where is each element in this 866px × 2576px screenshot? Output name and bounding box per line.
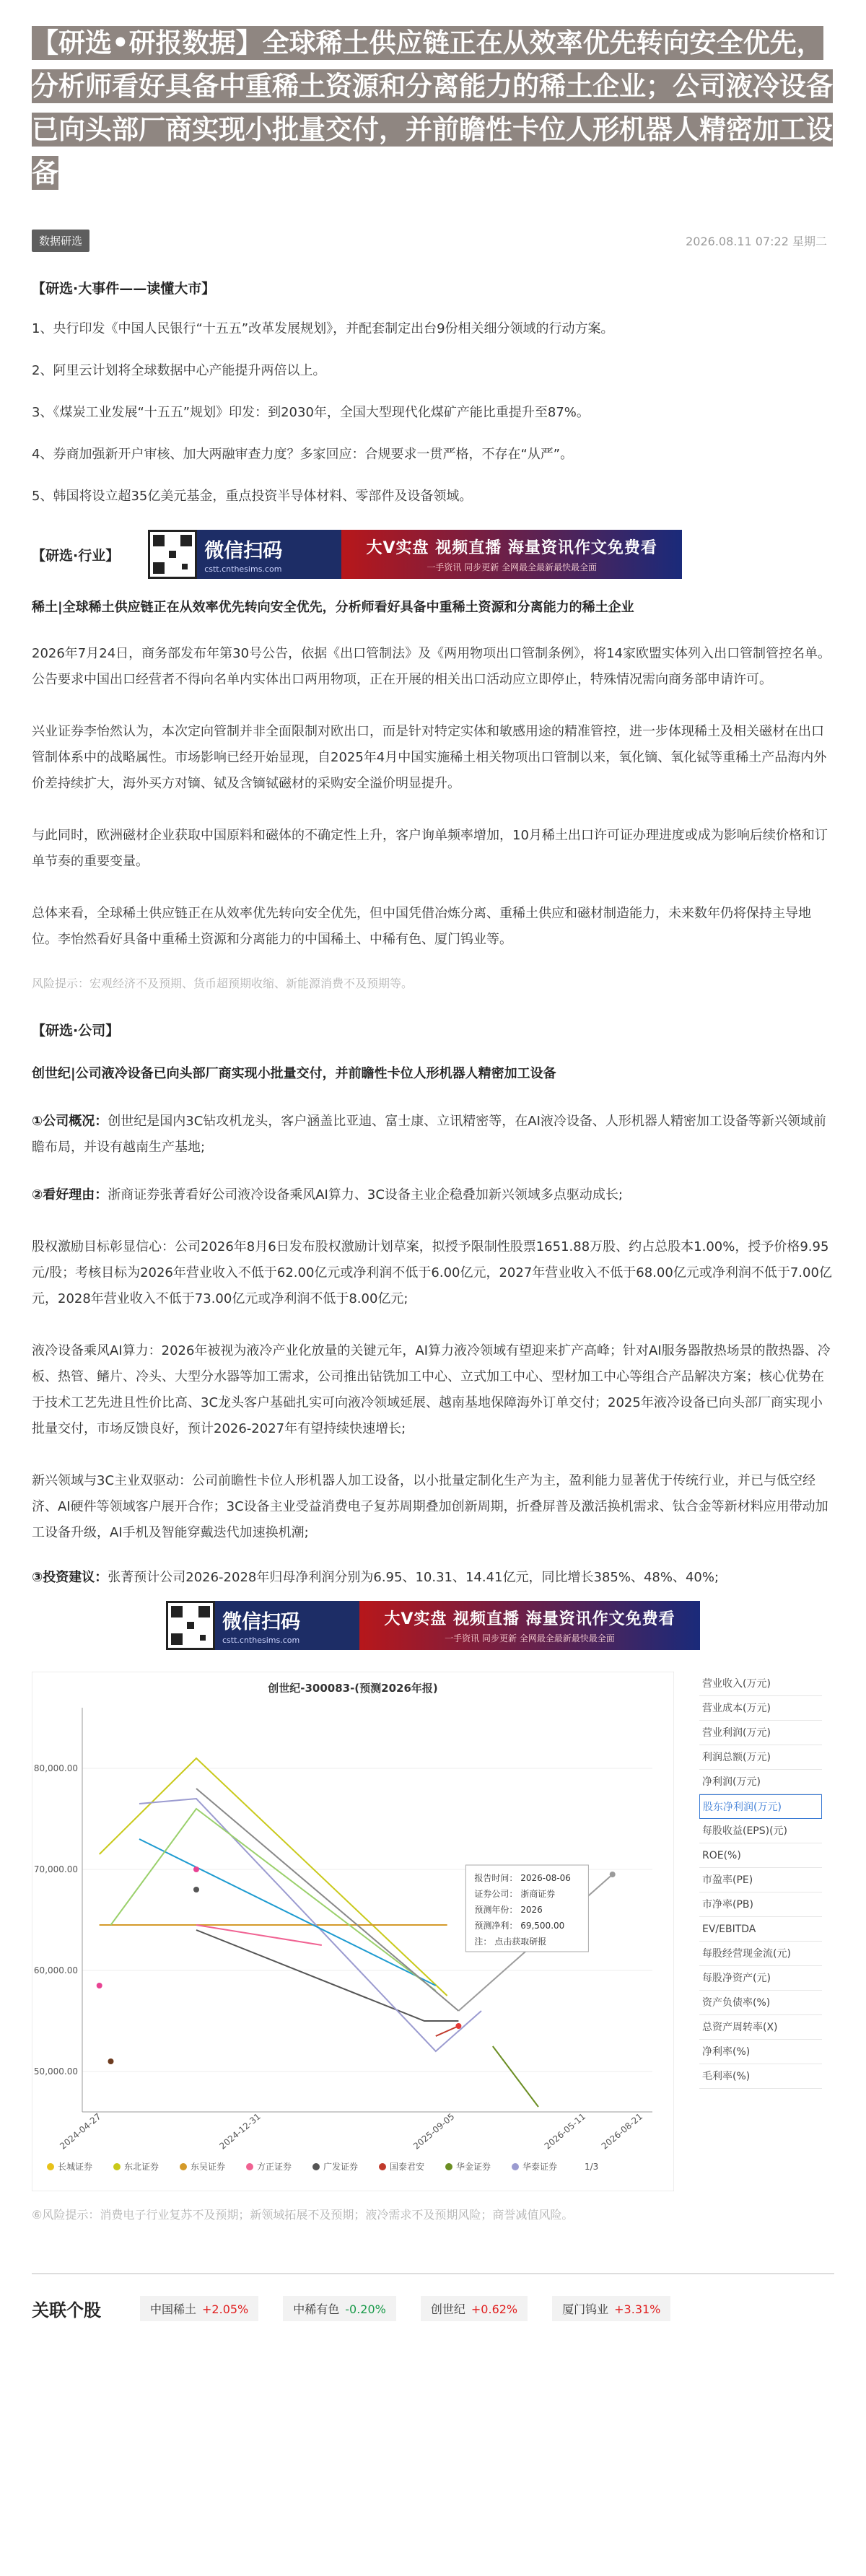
y-tick-label: 50,000.00 [33,2066,78,2077]
section-title-industry: 【研选·行业】 [32,547,120,564]
legend-swatch [512,2163,519,2170]
event-item: 5、韩国将设立超35亿美元基金，重点投资半导体材料、零部件及设备领域。 [32,489,473,504]
legend-label: 国泰君安 [390,2162,425,2172]
stock-chip[interactable] [421,2296,528,2321]
x-tick-label: 2024-04-27 [58,2111,103,2152]
overview-label: ①公司概况： [32,1114,108,1129]
banner-row-2 [32,1601,834,1650]
legend-swatch [379,2163,386,2170]
x-tick-label: 2025-09-05 [411,2111,457,2152]
headline-text: 【研选•研报数据】全球稀土供应链正在从效率优先转向安全优先，分析师看好具备中重稀土资源和分离能力的稀土企业；公司液冷设备已向头部厂商实现小批量交付，并前瞻性卡位人形机器人精密加工设备 [32,27,833,188]
data-point [193,1887,199,1892]
indicator-menu-item[interactable]: 每股经营现金流(元) [699,1942,822,1966]
y-tick-label: 80,000.00 [33,1763,78,1773]
indicator-menu-item[interactable]: 每股净资产(元) [699,1966,822,1991]
stock-change: -0.20% [345,2302,386,2316]
indicator-menu-item[interactable]: 市净率(PB) [699,1892,822,1917]
legend-label: 长城证券 [58,2162,93,2172]
forecast-chart [32,1672,674,2191]
stock-name: 中国稀土 [150,2302,197,2316]
x-tick-label: 2024-12-31 [217,2111,263,2152]
stock-name: 创世纪 [430,2302,465,2316]
section-title-company: 【研选·公司】 [32,1023,120,1039]
indicator-menu-item[interactable]: 资产负债率(%) [699,1991,822,2015]
y-tick-label: 60,000.00 [33,1965,78,1975]
legend-swatch [180,2163,187,2170]
indicator-menu-item[interactable]: ROE(%) [699,1843,822,1868]
qr-code-icon [166,1601,215,1650]
indicator-menu-item[interactable]: 利润总额(万元) [699,1745,822,1770]
legend-label: 东吴证券 [191,2162,226,2172]
tooltip-line: 注： 点击获取研报 [474,1937,547,1947]
reasons-text: 浙商证券张菁看好公司液冷设备乘风AI算力、3C设备主业企稳叠加新兴领域多点驱动成长; [108,1187,623,1202]
legend-label: 方正证券 [257,2162,292,2172]
x-tick-label: 2026-08-21 [599,2111,645,2152]
industry-paragraph: 2026年7月24日，商务部发布年第30号公告，依据《出口管制法》及《两用物项出口管制条例》，将14家欧盟实体列入出口管制管控名单。公告要求中国出口经营者不得向名单内实体出口两用物项，正在开展的相关出口活动应立即停止，特殊情况需向商务部申请许可。 [32,646,831,687]
y-tick-label: 70,000.00 [33,1864,78,1874]
overview-text: 创世纪是国内3C钻攻机龙头，客户涵盖比亚迪、富士康、立讯精密等，在AI液冷设备、人形机器人精密加工设备等新兴领域前瞻布局，并设有越南生产基地; [32,1114,826,1155]
legend-label: 华金证券 [456,2162,491,2172]
tooltip-line: 预测年份： 2026 [474,1905,543,1915]
chart-title: 创世纪-300083-(预测2026年报) [268,1682,438,1695]
suggestion-label: ③投资建议： [32,1570,108,1585]
data-point [193,1866,199,1872]
stock-chip[interactable] [552,2296,670,2321]
company-subtitle: 创世纪|公司液冷设备已向头部厂商实现小批量交付，并前瞻性卡位人形机器人精密加工设备 [32,1066,556,1081]
publish-date: 2026.08.11 07:22 星期二 [686,235,827,248]
stock-chip[interactable] [283,2296,396,2321]
company-risk-note: ⑥风险提示：消费电子行业复苏不及预期；新领域拓展不及预期；液冷需求不及预期风险；商誉减值风险。 [32,2208,574,2222]
stock-change: +3.31% [614,2302,661,2316]
legend-page: 1/3 [585,2162,599,2172]
indicator-menu-item[interactable]: 毛利率(%) [699,2064,822,2089]
data-point [108,2058,114,2064]
reasons-label: ②看好理由： [32,1187,108,1202]
stock-change: +2.05% [202,2302,249,2316]
legend-swatch [47,2163,54,2170]
industry-paragraph: 总体来看，全球稀土供应链正在从效率优先转向安全优先，但中国凭借冶炼分离、重稀土供应和磁材制造能力，未来数年仍将保持主导地位。李怡然看好具备中重稀土资源和分离能力的中国稀土、中稀有色、厦门钨业等。 [32,906,811,947]
banner-left [197,530,341,579]
legend-swatch [246,2163,253,2170]
event-item: 4、券商加强新开户审核、加大两融审查力度？多家回应：合规要求一贯严格，不存在“从严”。 [32,447,574,462]
forecast-chart-area [32,1657,834,2191]
wechat-banner-2[interactable] [166,1601,700,1650]
industry-paragraph: 与此同时，欧洲磁材企业获取中国原料和磁体的不确定性上升，客户询单频率增加，10月稀土出口许可证办理进度或成为影响后续价格和订单节奏的重要变量。 [32,828,828,869]
banner-title: 微信扫码 [204,540,283,562]
banner-url: cstt.cnthesims.com [222,1636,300,1645]
tooltip-line: 预测净利： 69,500.00 [474,1921,565,1931]
stock-name: 中稀有色 [293,2302,340,2316]
category-tag[interactable]: 数据研选 [32,230,89,252]
indicator-menu-item[interactable]: 营业成本(万元) [699,1696,822,1721]
article-headline [32,0,834,195]
forecast-chart-svg [32,1672,674,2191]
data-point [455,2023,461,2029]
data-point [610,1872,616,1877]
indicator-menu-item[interactable]: 总资产周转率(X) [699,2015,822,2040]
legend-label: 华泰证券 [522,2162,558,2172]
indicator-menu-item[interactable]: 市盈率(PE) [699,1868,822,1892]
related-stocks [32,2273,834,2321]
section-title-events: 【研选·大事件——读懂大市】 [32,281,216,297]
suggestion-text: 张菁预计公司2026-2028年归母净利润分别为6.95、10.31、14.41亿元，同比增长385%、48%、40%; [108,1570,720,1585]
banner-url: cstt.cnthesims.com [204,564,282,574]
wechat-banner[interactable] [148,530,682,579]
banner-slogan: 大V实盘 视频直播 海量资讯作文免费看 [366,539,657,557]
banner-right [341,530,682,579]
banner-slogan: 大V实盘 视频直播 海量资讯作文免费看 [384,1610,675,1628]
industry-header-row [32,530,834,579]
indicator-menu-item[interactable]: 净利润(万元) [699,1770,822,1794]
banner-sub-slogan: 一手资讯 同步更新 全网最全最新最快最全面 [445,1633,615,1643]
data-point [97,1983,102,1988]
related-stocks-label: 关联个股 [32,2300,101,2320]
indicator-menu-item[interactable]: 营业利润(万元) [699,1721,822,1745]
banner-title: 微信扫码 [222,1611,300,1633]
banner-right [359,1601,700,1650]
event-item: 2、阿里云计划将全球数据中心产能提升两倍以上。 [32,363,326,378]
indicator-menu-item[interactable]: 股东净利润(万元) [699,1794,822,1819]
indicator-menu-item[interactable]: 营业收入(万元) [699,1672,822,1696]
indicator-menu-item[interactable]: 每股收益(EPS)(元) [699,1819,822,1843]
legend-label: 东北证券 [124,2162,159,2172]
company-paragraph: 股权激励目标彰显信心：公司2026年8月6日发布股权激励计划草案，拟授予限制性股票1651.88万股、约占总股本1.00%，授予价格9.95元/股；考核目标为2026年营业收入不低于62.00亿元或净利润不低于6.00亿元，2027年营业收入不低于68.00亿元或净利润不低于7.00亿元，2028年营业收入不低于73.00亿元或净利润不低于8.00亿元; [32,1239,832,1306]
banner-left [215,1601,359,1650]
company-reasons [32,1182,834,1208]
industry-subtitle: 稀土|全球稀土供应链正在从效率优先转向安全优先，分析师看好具备中重稀土资源和分离能力的稀土企业 [32,600,634,615]
legend-swatch [312,2163,320,2170]
banner-sub-slogan: 一手资讯 同步更新 全网最全最新最快最全面 [427,562,598,572]
x-tick-label: 2026-05-11 [542,2111,588,2152]
event-item: 3、《煤炭工业发展“十五五”规划》印发：到2030年，全国大型现代化煤矿产能比重提升至87%。 [32,405,590,420]
indicator-menu [699,1672,822,2089]
stock-chip[interactable] [140,2296,258,2321]
stock-change: +0.62% [471,2302,518,2316]
event-item: 1、央行印发《中国人民银行“十五五”改革发展规划》，并配套制定出台9份相关细分领域的行动方案。 [32,321,614,336]
industry-paragraph: 兴业证券李怡然认为，本次定向管制并非全面限制对欧出口，而是针对特定实体和敏感用途的精准管控，进一步体现稀土及相关磁材在出口管制体系中的战略属性。市场影响已经开始显现，自2025年4月中国实施稀土相关物项出口管制以来，氧化镝、氧化铽等重稀土产品海内外价差持续扩大，海外买方对镝、铽及含镝铽磁材的采购安全溢价明显提升。 [32,724,827,791]
company-overview [32,1109,834,1161]
industry-risk-note: 风险提示：宏观经济不及预期、货币超预期收缩、新能源消费不及预期等。 [32,977,414,990]
company-paragraph: 液冷设备乘风AI算力：2026年被视为液冷产业化放量的关键元年，AI算力液冷领域有望迎来扩产高峰；针对AI服务器散热场景的散热器、冷板、热管、鳍片、冷头、大型分水器等加工需求，公司推出钻铣加工中心、立式加工中心、型材加工中心等组合产品解决方案；核心优势在于技术工艺先进且性价比高、3C龙头客户基础扎实可向液冷领域延展、越南基地保障海外订单交付；2025年液冷设备已向头部厂商实现小批量交付，市场反馈良好，预计2026-2027年有望持续快速增长; [32,1343,831,1436]
stock-name: 厦门钨业 [562,2302,609,2316]
company-suggestion [32,1565,834,1591]
company-paragraph: 新兴领域与3C主业双驱动：公司前瞻性卡位人形机器人加工设备，以小批量定制化生产为主，盈利能力显著优于传统行业，并已与低空经济、AI硬件等领域客户展开合作；3C设备主业受益消费电子复苏周期叠加创新周期，折叠屏普及激活换机需求、钛合金等新材料应用带动加工设备升级，AI手机及智能穿戴迭代加速换机潮; [32,1473,828,1540]
indicator-menu-item[interactable]: EV/EBITDA [699,1917,822,1942]
qr-code-icon [148,530,197,579]
legend-swatch [445,2163,452,2170]
tooltip-line: 报告时间： 2026-08-06 [474,1873,571,1883]
tooltip-line: 证券公司： 浙商证券 [474,1889,556,1899]
indicator-menu-item[interactable]: 净利率(%) [699,2040,822,2064]
legend-label: 广发证券 [323,2162,359,2172]
legend-swatch [113,2163,121,2170]
article-meta [32,230,834,252]
